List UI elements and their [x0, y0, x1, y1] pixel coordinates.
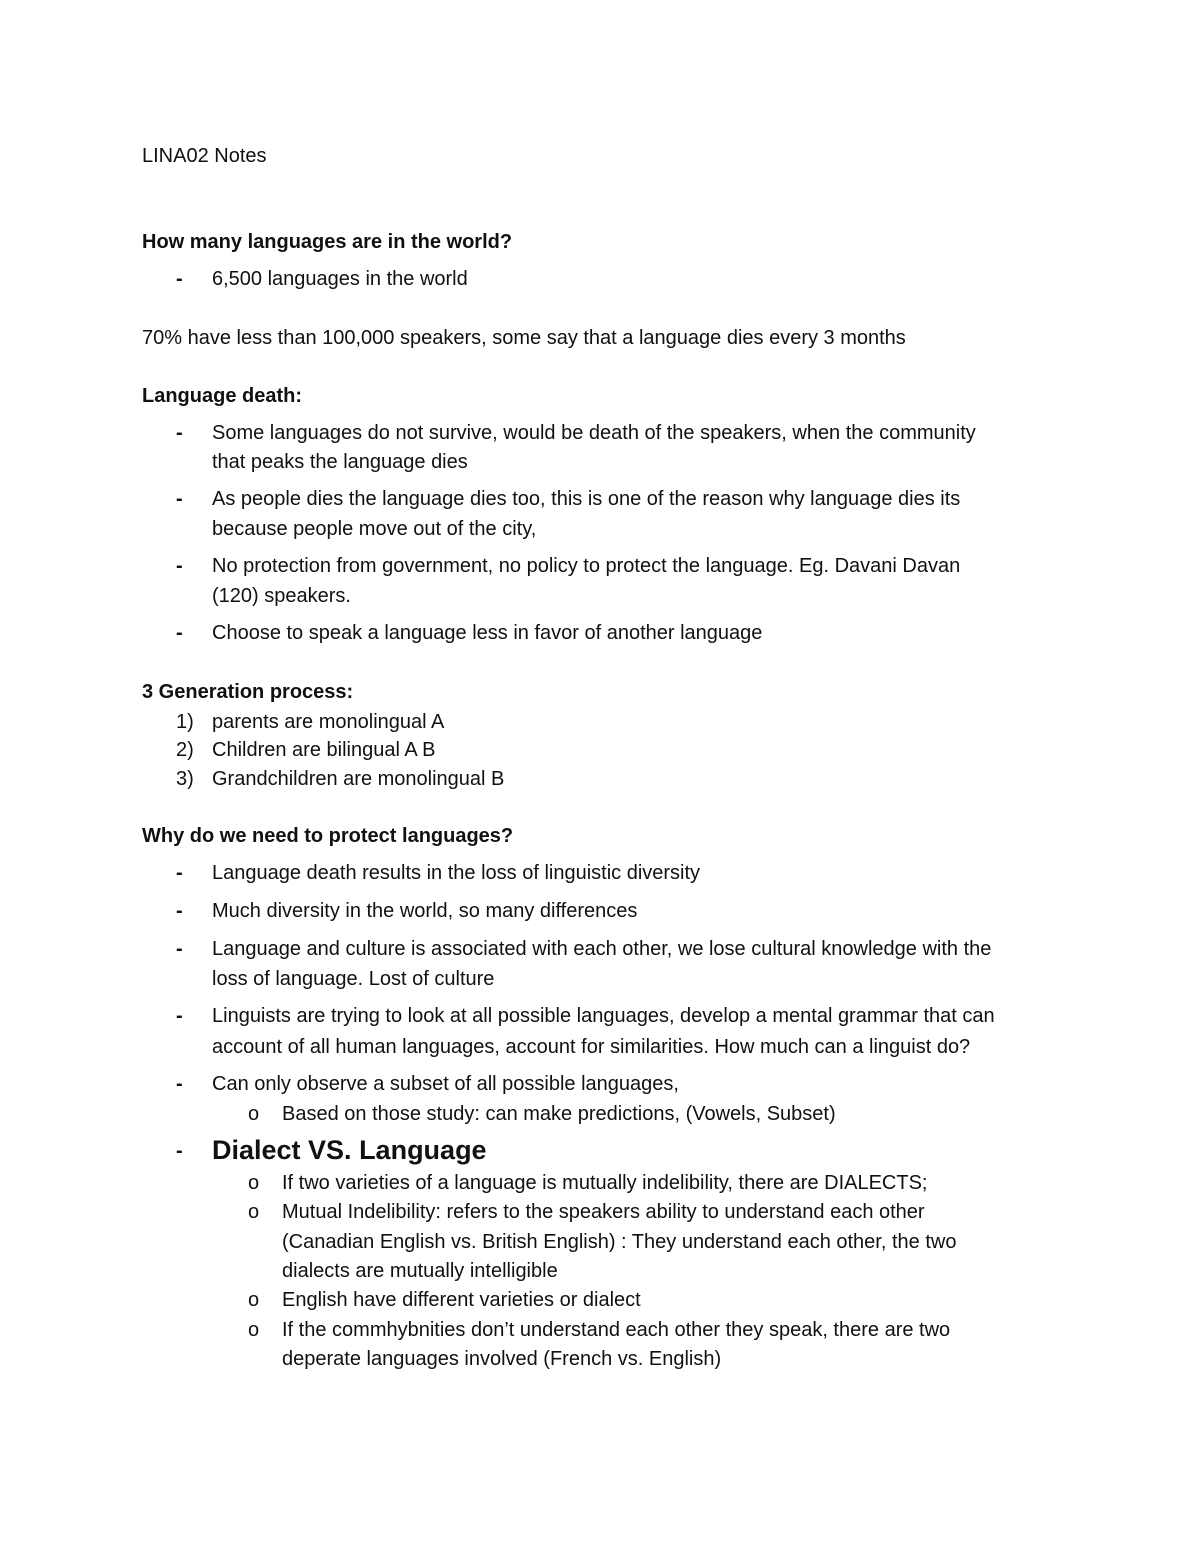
- list-number: 1): [176, 711, 194, 733]
- sub-bullet-circle: o: [248, 1103, 260, 1125]
- bullet-text: Some languages do not survive, would be death of the speakers, when the community: [212, 422, 976, 444]
- bullet-text: Can only observe a subset of all possible languages,: [212, 1073, 679, 1095]
- sub-bullet-text-cont: deperate languages involved (French vs. English): [282, 1348, 722, 1370]
- list-number: 3): [176, 768, 194, 790]
- sub-bullet-text-cont: (Canadian English vs. British English) : They understand each other, the two: [282, 1231, 957, 1253]
- bullet-dash: -: [176, 938, 183, 960]
- sub-bullet-text: If two varieties of a language is mutually indelibility, there are DIALECTS;: [282, 1172, 928, 1194]
- sub-bullet-text: If the commhybnities don’t understand each other they speak, there are two: [282, 1319, 951, 1341]
- bullet-dash: -: [176, 862, 183, 884]
- heading-how-many: How many languages are in the world?: [142, 231, 513, 253]
- bullet-text: Linguists are trying to look at all possible languages, develop a mental grammar that can: [212, 1005, 995, 1027]
- heading-language-death: Language death:: [142, 385, 303, 407]
- sub-bullet-text: English have different varieties or dialect: [282, 1289, 641, 1311]
- bullet-text-cont: account of all human languages, account for similarities. How much can a linguist do?: [212, 1036, 971, 1058]
- sub-bullet-text-cont: dialects are mutually intelligible: [282, 1260, 558, 1282]
- bullet-text-cont: loss of language. Lost of culture: [212, 968, 495, 990]
- heading-generation: 3 Generation process:: [142, 681, 354, 703]
- list-item: parents are monolingual A: [212, 711, 445, 733]
- sub-bullet-circle: o: [248, 1201, 260, 1223]
- bullet-dash: -: [176, 622, 183, 644]
- bullet-text: Choose to speak a language less in favor of another language: [212, 622, 763, 644]
- sub-bullet-text: Mutual Indelibility: refers to the speakers ability to understand each other: [282, 1201, 925, 1223]
- heading-protect: Why do we need to protect languages?: [142, 825, 514, 847]
- sub-bullet-circle: o: [248, 1172, 260, 1194]
- bullet-text-cont: because people move out of the city,: [212, 518, 537, 540]
- bullet-text: Language and culture is associated with each other, we lose cultural knowledge with the: [212, 938, 992, 960]
- heading-dialect: Dialect VS. Language: [212, 1135, 487, 1165]
- sub-bullet-text: Based on those study: can make predictions, (Vowels, Subset): [282, 1103, 836, 1125]
- bullet-text: Much diversity in the world, so many differences: [212, 900, 638, 922]
- bullet-text: Language death results in the loss of linguistic diversity: [212, 862, 701, 884]
- bullet-text: As people dies the language dies too, this is one of the reason why language dies its: [212, 488, 961, 510]
- bullet-dash: -: [176, 900, 183, 922]
- sub-bullet-circle: o: [248, 1319, 260, 1341]
- stat-line: 70% have less than 100,000 speakers, some say that a language dies every 3 months: [142, 327, 906, 349]
- bullet-dash: -: [176, 422, 183, 444]
- bullet-dash: -: [176, 1005, 183, 1027]
- sub-bullet-circle: o: [248, 1289, 260, 1311]
- bullet-text: No protection from government, no policy to protect the language. Eg. Davani Davan: [212, 555, 961, 577]
- list-item: Grandchildren are monolingual B: [212, 768, 505, 790]
- bullet-dash: -: [176, 1073, 183, 1095]
- bullet-text-cont: (120) speakers.: [212, 585, 351, 607]
- bullet-text-cont: that peaks the language dies: [212, 451, 468, 473]
- bullet-dash: -: [176, 488, 183, 510]
- document-title: LINA02 Notes: [142, 145, 267, 167]
- bullet-dash: -: [176, 1140, 183, 1162]
- list-number: 2): [176, 739, 194, 761]
- bullet-dash: -: [176, 268, 183, 290]
- bullet-text: 6,500 languages in the world: [212, 268, 468, 290]
- list-item: Children are bilingual A B: [212, 739, 436, 761]
- bullet-dash: -: [176, 555, 183, 577]
